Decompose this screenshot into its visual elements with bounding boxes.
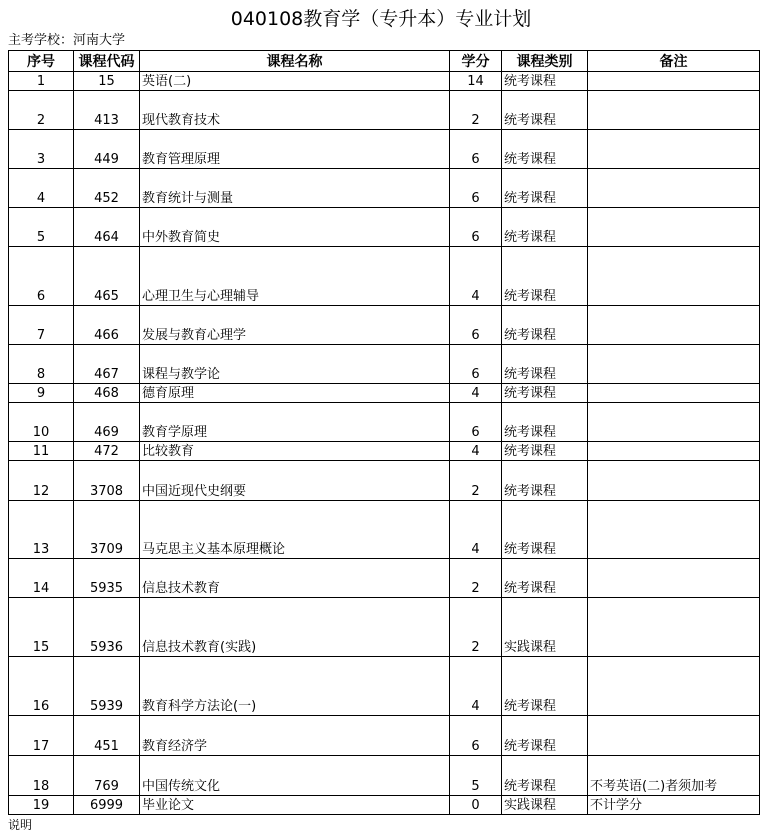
cell-code: 413 [74, 91, 140, 130]
table-row [9, 72, 760, 91]
cell-note [588, 461, 760, 501]
cell-credit: 2 [450, 91, 502, 130]
table-row [9, 91, 760, 130]
cell-seq: 11 [9, 442, 74, 461]
cell-credit: 5 [450, 756, 502, 796]
cell-seq: 6 [9, 247, 74, 306]
cell-note [588, 130, 760, 169]
cell-code: 6999 [74, 796, 140, 815]
cell-seq: 4 [9, 169, 74, 208]
course-table [8, 50, 760, 815]
table-row [9, 501, 760, 559]
cell-seq: 10 [9, 403, 74, 442]
cell-seq: 17 [9, 716, 74, 756]
cell-note [588, 559, 760, 598]
cell-code: 467 [74, 345, 140, 384]
cell-credit: 4 [450, 247, 502, 306]
cell-type: 统考课程 [502, 130, 588, 169]
cell-note [588, 208, 760, 247]
cell-seq: 14 [9, 559, 74, 598]
cell-code: 464 [74, 208, 140, 247]
cell-type: 统考课程 [502, 657, 588, 716]
cell-type: 统考课程 [502, 442, 588, 461]
cell-name: 德育原理 [140, 384, 450, 403]
cell-credit: 14 [450, 72, 502, 91]
cell-type: 统考课程 [502, 72, 588, 91]
cell-name: 教育学原理 [140, 403, 450, 442]
cell-credit: 0 [450, 796, 502, 815]
cell-seq: 7 [9, 306, 74, 345]
cell-name: 中外教育简史 [140, 208, 450, 247]
cell-name: 发展与教育心理学 [140, 306, 450, 345]
cell-name: 毕业论文 [140, 796, 450, 815]
cell-type: 统考课程 [502, 306, 588, 345]
school-label: 主考学校：河南大学 [8, 33, 126, 48]
cell-name: 中国近现代史纲要 [140, 461, 450, 501]
cell-note: 不计学分 [588, 796, 760, 815]
cell-seq: 18 [9, 756, 74, 796]
cell-note: 不考英语(二)者须加考 [588, 756, 760, 796]
cell-note [588, 501, 760, 559]
cell-note [588, 169, 760, 208]
cell-code: 5936 [74, 598, 140, 657]
cell-credit: 6 [450, 345, 502, 384]
header-type: 课程类别 [502, 51, 588, 72]
cell-note [588, 442, 760, 461]
cell-credit: 6 [450, 403, 502, 442]
cell-note [588, 403, 760, 442]
cell-name: 英语(二) [140, 72, 450, 91]
table-row [9, 208, 760, 247]
cell-credit: 4 [450, 442, 502, 461]
cell-note [588, 247, 760, 306]
cell-seq: 9 [9, 384, 74, 403]
cell-credit: 6 [450, 306, 502, 345]
cell-code: 468 [74, 384, 140, 403]
cell-name: 马克思主义基本原理概论 [140, 501, 450, 559]
cell-note [588, 598, 760, 657]
table-row [9, 403, 760, 442]
cell-code: 451 [74, 716, 140, 756]
cell-note [588, 384, 760, 403]
cell-type: 统考课程 [502, 461, 588, 501]
cell-type: 统考课程 [502, 403, 588, 442]
cell-name: 信息技术教育 [140, 559, 450, 598]
header-seq: 序号 [9, 51, 74, 72]
cell-name: 教育管理原理 [140, 130, 450, 169]
cell-code: 465 [74, 247, 140, 306]
cell-name: 中国传统文化 [140, 756, 450, 796]
cell-name: 比较教育 [140, 442, 450, 461]
cell-type: 统考课程 [502, 345, 588, 384]
cell-type: 实践课程 [502, 796, 588, 815]
cell-code: 15 [74, 72, 140, 91]
cell-type: 统考课程 [502, 559, 588, 598]
cell-code: 449 [74, 130, 140, 169]
table-row [9, 345, 760, 384]
cell-note [588, 345, 760, 384]
cell-credit: 2 [450, 559, 502, 598]
header-note: 备注 [588, 51, 760, 72]
table-row [9, 716, 760, 756]
cell-seq: 8 [9, 345, 74, 384]
cell-type: 统考课程 [502, 501, 588, 559]
cell-name: 心理卫生与心理辅导 [140, 247, 450, 306]
table-row [9, 442, 760, 461]
table-row [9, 130, 760, 169]
cell-seq: 3 [9, 130, 74, 169]
cell-name: 课程与教学论 [140, 345, 450, 384]
table-row [9, 756, 760, 796]
cell-seq: 16 [9, 657, 74, 716]
table-row [9, 247, 760, 306]
cell-type: 实践课程 [502, 598, 588, 657]
cell-code: 466 [74, 306, 140, 345]
cell-note [588, 716, 760, 756]
cell-type: 统考课程 [502, 716, 588, 756]
cell-code: 769 [74, 756, 140, 796]
table-row [9, 796, 760, 815]
cell-credit: 6 [450, 716, 502, 756]
cell-seq: 15 [9, 598, 74, 657]
cell-seq: 1 [9, 72, 74, 91]
page-title: 040108教育学（专升本）专业计划 [230, 8, 532, 30]
cell-credit: 6 [450, 130, 502, 169]
cell-name: 信息技术教育(实践) [140, 598, 450, 657]
cell-note [588, 306, 760, 345]
cell-credit: 6 [450, 208, 502, 247]
table-row [9, 384, 760, 403]
cell-code: 3708 [74, 461, 140, 501]
cell-name: 教育科学方法论(一) [140, 657, 450, 716]
cell-name: 现代教育技术 [140, 91, 450, 130]
cell-credit: 2 [450, 598, 502, 657]
header-name: 课程名称 [140, 51, 450, 72]
footer-note: 说明 [8, 818, 33, 832]
cell-credit: 4 [450, 501, 502, 559]
table-row [9, 559, 760, 598]
cell-code: 5935 [74, 559, 140, 598]
cell-code: 5939 [74, 657, 140, 716]
cell-type: 统考课程 [502, 384, 588, 403]
cell-note [588, 72, 760, 91]
table-row [9, 169, 760, 208]
cell-note [588, 91, 760, 130]
cell-code: 472 [74, 442, 140, 461]
cell-name: 教育统计与测量 [140, 169, 450, 208]
cell-seq: 2 [9, 91, 74, 130]
header-code: 课程代码 [74, 51, 140, 72]
cell-seq: 13 [9, 501, 74, 559]
table-row [9, 598, 760, 657]
cell-code: 469 [74, 403, 140, 442]
cell-code: 452 [74, 169, 140, 208]
cell-type: 统考课程 [502, 208, 588, 247]
table-row [9, 657, 760, 716]
table-row [9, 461, 760, 501]
cell-type: 统考课程 [502, 91, 588, 130]
cell-code: 3709 [74, 501, 140, 559]
cell-type: 统考课程 [502, 169, 588, 208]
cell-seq: 12 [9, 461, 74, 501]
header-credit: 学分 [450, 51, 502, 72]
cell-name: 教育经济学 [140, 716, 450, 756]
table-row [9, 306, 760, 345]
cell-seq: 5 [9, 208, 74, 247]
cell-seq: 19 [9, 796, 74, 815]
cell-credit: 4 [450, 384, 502, 403]
table-header-row [9, 51, 760, 72]
cell-type: 统考课程 [502, 756, 588, 796]
cell-type: 统考课程 [502, 247, 588, 306]
cell-credit: 2 [450, 461, 502, 501]
cell-credit: 6 [450, 169, 502, 208]
cell-note [588, 657, 760, 716]
cell-credit: 4 [450, 657, 502, 716]
